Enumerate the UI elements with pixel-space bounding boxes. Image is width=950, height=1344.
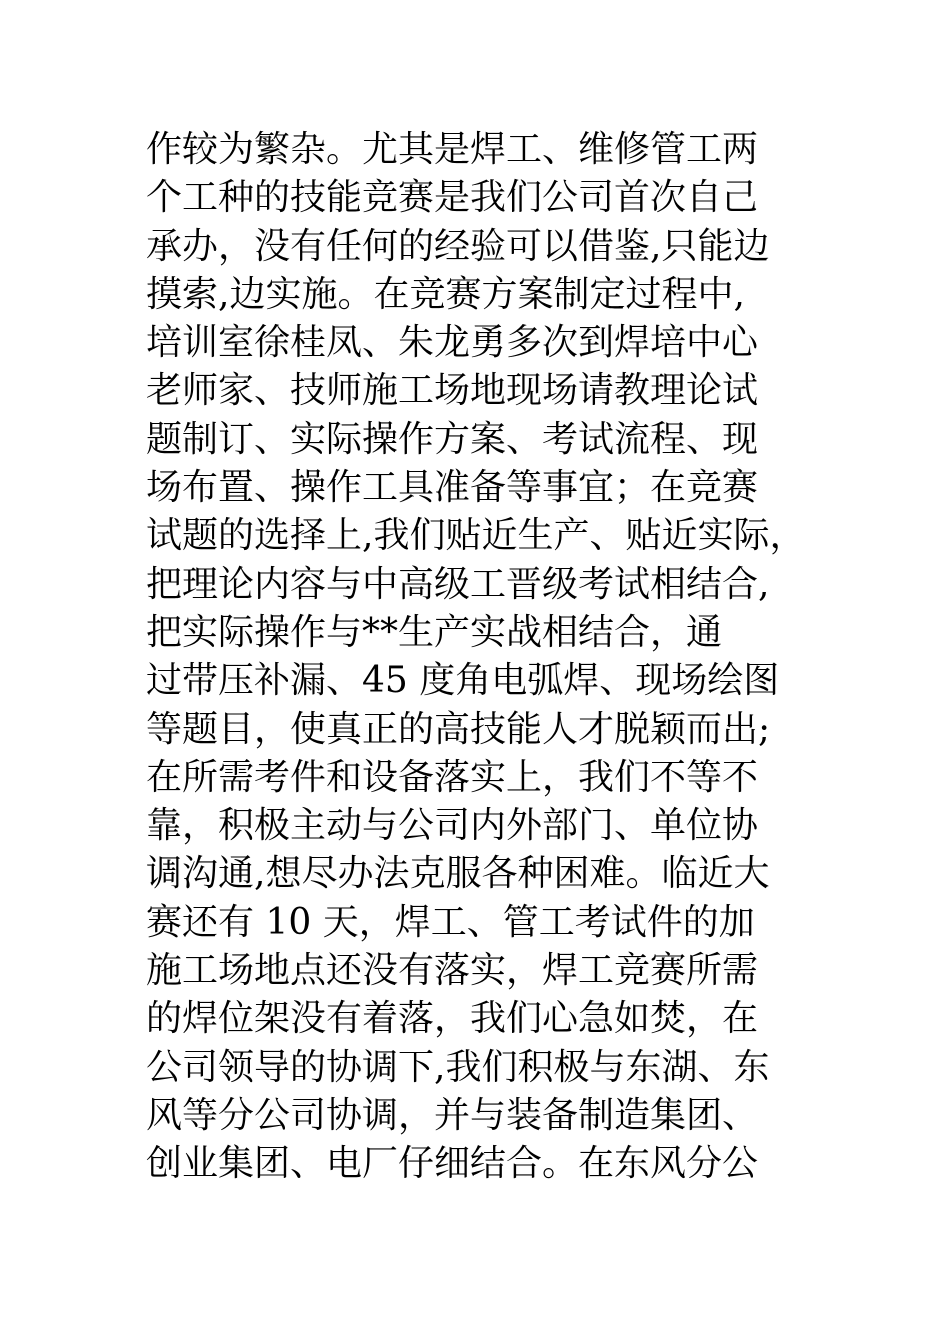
body-text	[146, 126, 826, 1189]
text-line: 培训室徐桂凤、朱龙勇多次到焊培中心	[146, 322, 759, 364]
text-line: 调沟通,想尽办法克服各种困难。临近大	[146, 853, 770, 895]
text-line: 创业集团、电厂仔细结合。在东风分公	[146, 1143, 759, 1185]
text-line: 承办，没有任何的经验可以借鉴,只能边	[146, 225, 770, 267]
text-line: 在所需考件和设备落实上，我们不等不	[146, 756, 759, 798]
text-line: 试题的选择上,我们贴近生产、贴近实际，	[146, 515, 806, 557]
text-line: 场布置、操作工具准备等事宜；在竞赛	[146, 467, 759, 509]
text-line: 把理论内容与中高级工晋级考试相结合,	[146, 563, 770, 605]
text-line: 施工场地点还没有落实，焊工竞赛所需	[146, 950, 759, 992]
text-line: 赛还有 10 天，焊工、管工考试件的加	[146, 901, 755, 943]
text-line: 摸索,边实施。在竞赛方案制定过程中,	[146, 273, 745, 315]
text-line: 个工种的技能竞赛是我们公司首次自己	[146, 177, 759, 219]
text-line: 题制订、实际操作方案、考试流程、现	[146, 418, 759, 460]
text-line: 把实际操作与**生产实战相结合，通	[146, 611, 723, 653]
text-line: 过带压补漏、45 度角电弧焊、现场绘图	[146, 660, 780, 702]
text-line: 的焊位架没有着落，我们心急如焚，在	[146, 998, 759, 1040]
text-line: 靠，积极主动与公司内外部门、单位协	[146, 805, 759, 847]
text-line: 老师家、技师施工场地现场请教理论试	[146, 370, 759, 412]
text-line: 公司领导的协调下,我们积极与东湖、东	[146, 1046, 770, 1088]
text-line: 等题目，使真正的高技能人才脱颖而出;	[146, 708, 771, 750]
text-line: 作较为繁杂。尤其是焊工、维修管工两	[146, 129, 759, 170]
text-line: 风等分公司协调，并与装备制造集团、	[146, 1094, 759, 1136]
